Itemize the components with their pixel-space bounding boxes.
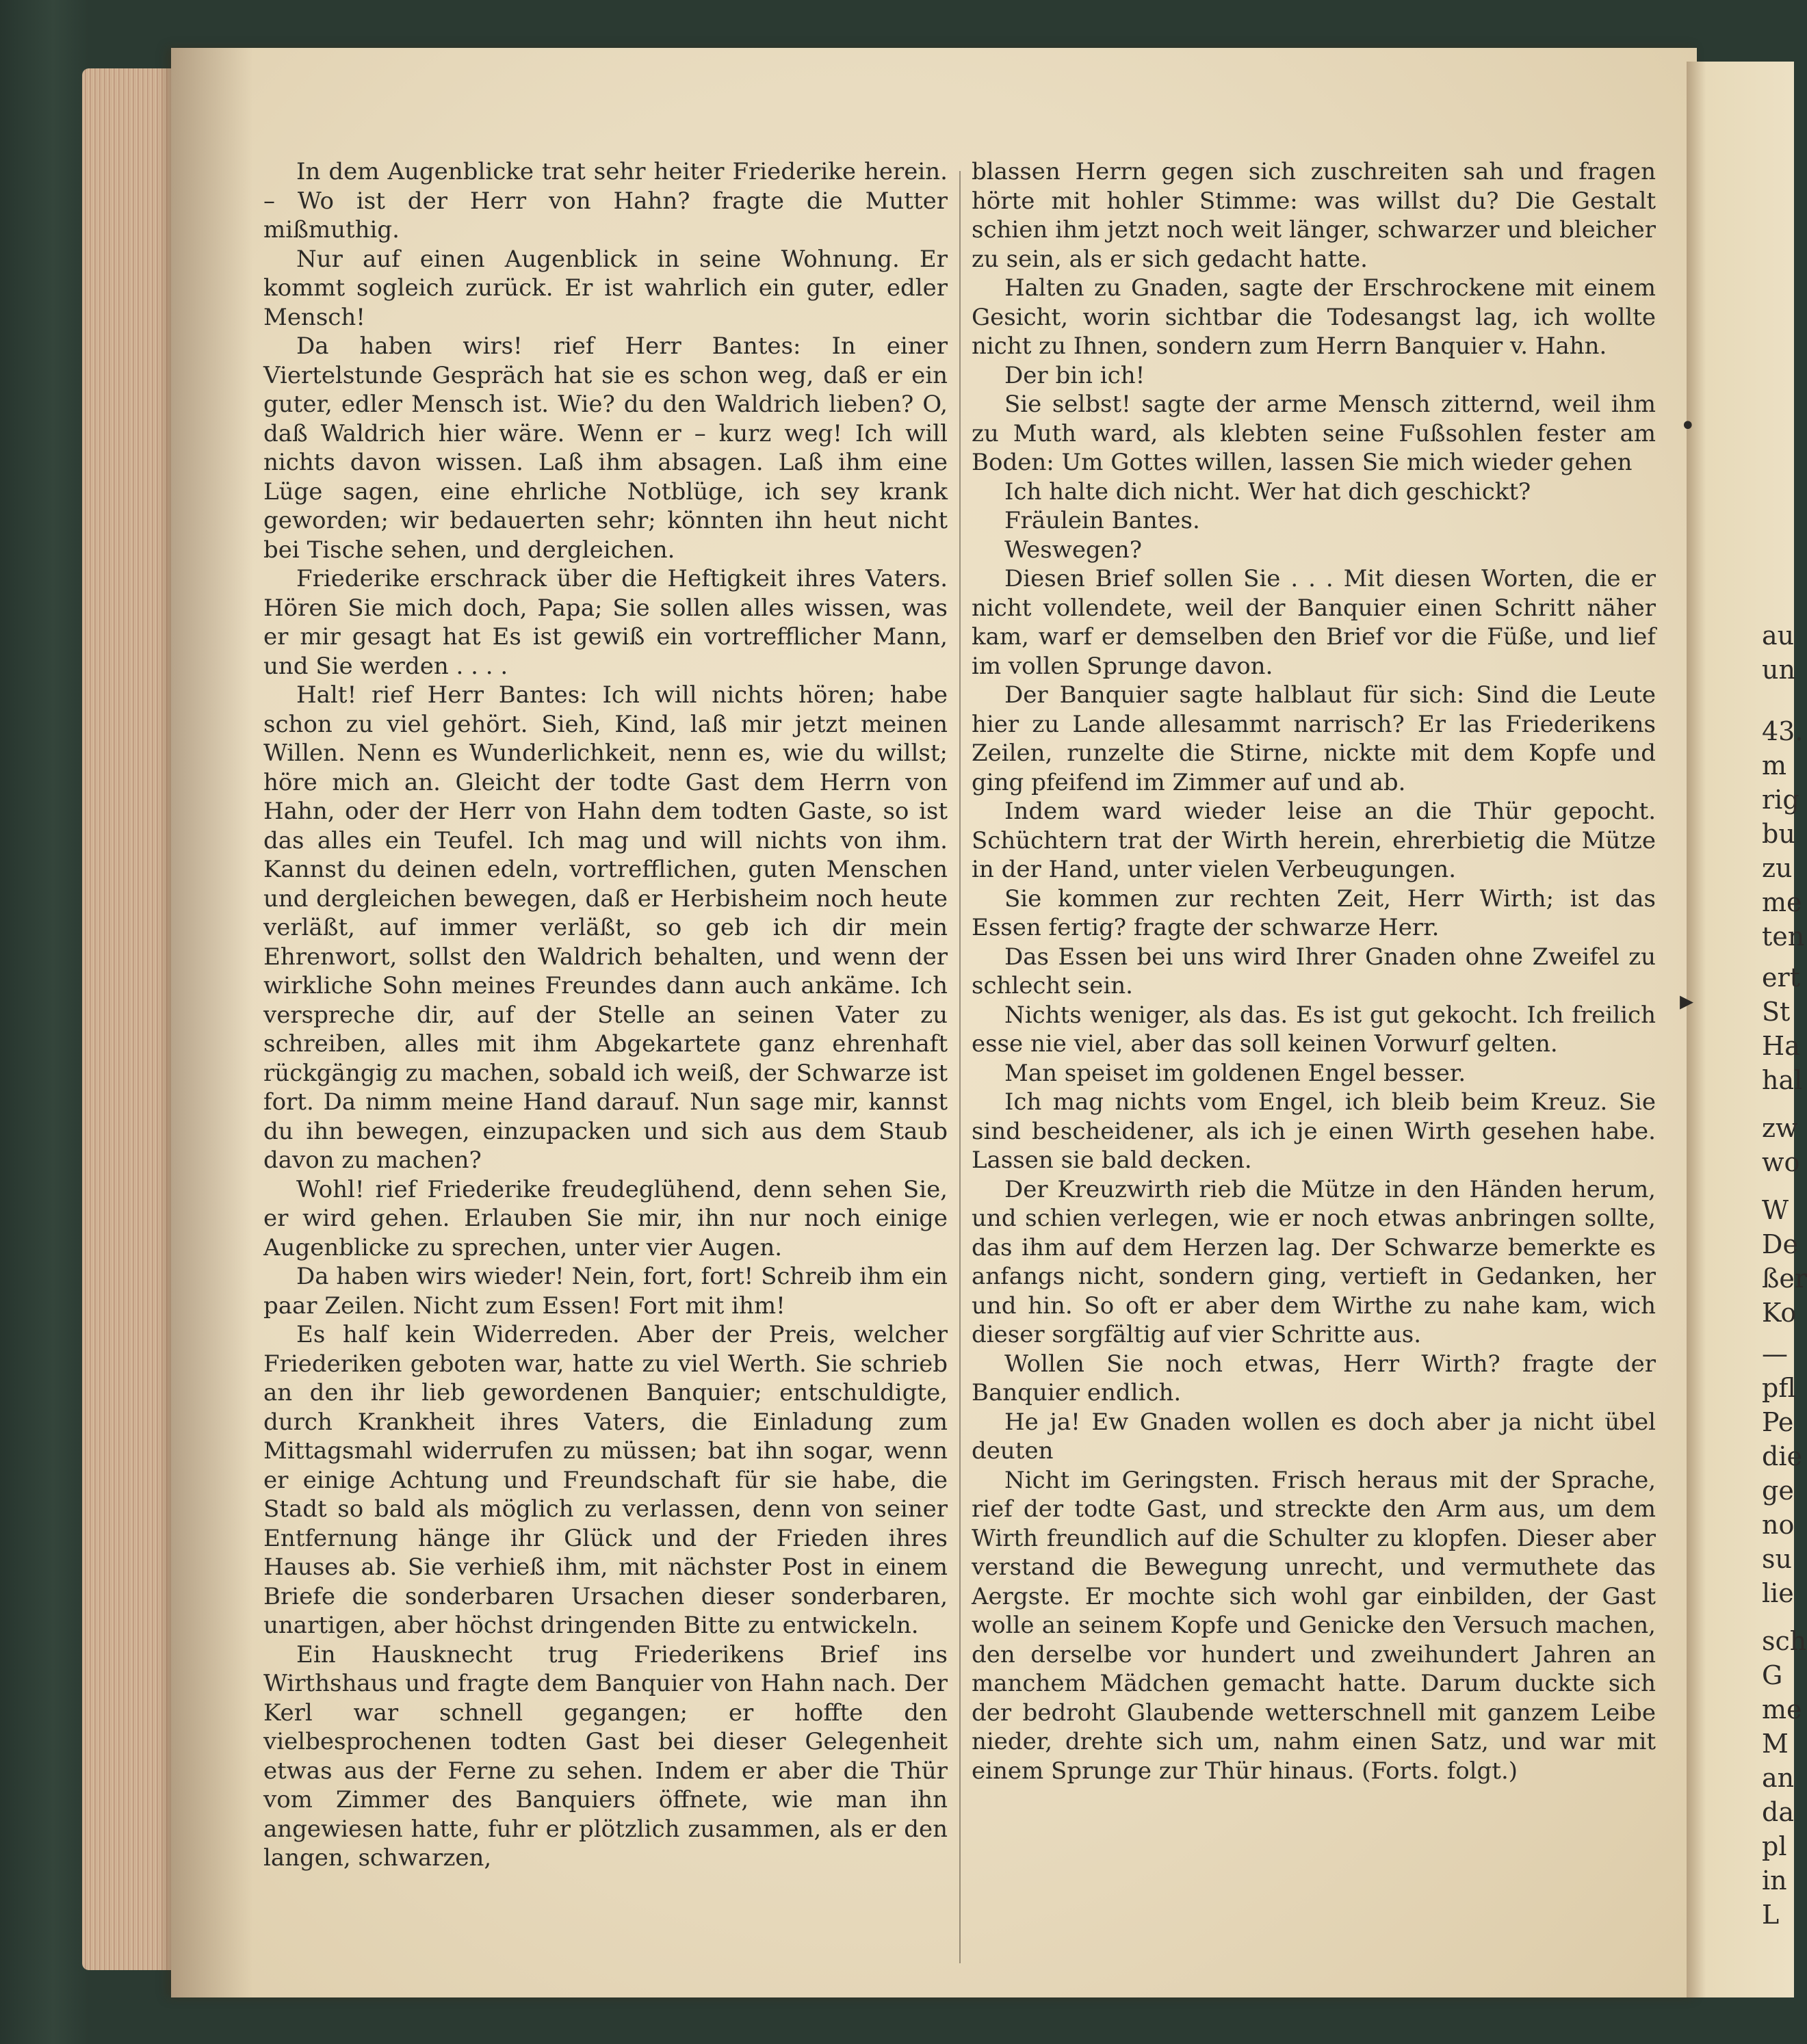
right-text-column: [972, 157, 1656, 1785]
next-page-fragment: ßer: [1762, 1263, 1807, 1294]
next-page-fragment: rig: [1762, 785, 1799, 815]
right-column-paragraph: Indem ward wieder leise an die Thür gepocht. Schüchtern trat der Wirth herein, ehrerbietig die Mütze in der Hand, unter vielen Verbeugungen.: [972, 798, 1656, 883]
left-column-paragraph: Halt! rief Herr Bantes: Ich will nichts hören; habe schon zu viel gehört. Sieh, Kind, laß mir jetzt meinen Willen. Nenn es Wunderlichkeit, nenn es, wie du willst; höre mich an. Gleicht der todte Gast dem Herrn von Hahn, oder der Herr von Hahn dem todten Gaste, so ist das alles ein Teufel. Ich mag und will nichts von ihm. Kannst du deinen edeln, vortrefflichen, guten Menschen und dergleichen bewegen, daß er Herbisheim noch heute verläßt, auf immer verläßt, so geb ich dir mein Ehrenwort, sollst den Waldrich behalten, und wenn der wirkliche Sohn meines Freundes dann auch ankäme. Ich verspreche dir, auf der Stelle an seinen Vater zu schreiben, alles mit ihm Abgekartete ganz ehrenhaft rückgängig zu machen, sobald ich weiß, der Schwarze ist fort. Da nimm meine Hand darauf. Nun sage mir, kannst du ihn bewegen, einzupacken und sich aus dem Staub davon zu machen?: [263, 681, 948, 1174]
left-column-paragraph: Friederike erschrack über die Heftigkeit ihres Vaters. Hören Sie mich doch, Papa; Sie sollen alles wissen, was er mir gesagt hat Es ist gewiß ein vortrefflicher Mann, und Sie werden . . . .: [263, 565, 948, 680]
next-page-fragment: ten: [1762, 921, 1805, 952]
right-column-paragraph: Der Kreuzwirth rieb die Mütze in den Händen herum, und schien verlegen, wie er noch etwas anbringen sollte, das ihm auf dem Herzen lag. Der Schwarze bemerkte es anfangs nicht, sondern ging, vertieft in Gedanken, her und hin. So oft er aber dem Wirthe zu nahe kam, wich dieser sorgfältig auf vier Schritte aus.: [972, 1175, 1656, 1348]
next-page-fragment: De: [1762, 1229, 1798, 1259]
next-page-fragment: da: [1762, 1797, 1794, 1827]
right-column-paragraph: Weswegen?: [1004, 536, 1142, 564]
next-page-fragment: m: [1762, 750, 1787, 781]
next-page-fragment: me: [1762, 1694, 1802, 1725]
right-column-paragraph: He ja! Ew Gnaden wollen es doch aber ja nicht übel deuten: [972, 1408, 1656, 1465]
right-column-paragraph: blassen Herrn gegen sich zuschreiten sah und fragen hörte mit hohler Stimme: was willst du? Die Gestalt schien ihm jetzt noch weit länger, schwarzer und bleicher zu sein, als er sich gedacht hatte.: [972, 158, 1656, 273]
gutter-shadow: [171, 48, 253, 1997]
next-page-fragment: no: [1762, 1510, 1795, 1540]
left-column-paragraph: Da haben wirs! rief Herr Bantes: In einer Viertelstunde Gespräch hat sie es schon weg, daß er ein guter, edler Mensch ist. Wie? du den Waldrich lieben? O, daß Waldrich hier wäre. Wenn er – kurz weg! Ich will nichts davon wissen. Laß ihm absagen. Laß ihm eine Lüge sagen, eine ehrliche Notblüge, ich sey krank geworden; wir bedauerten sehr; könnten ihn heut nicht bei Tische sehen, und dergleichen.: [263, 332, 948, 564]
next-page-fragment: wo: [1762, 1147, 1800, 1177]
next-page-fragment: 43.: [1762, 716, 1804, 746]
left-column-paragraph: Da haben wirs wieder! Nein, fort, fort! Schreib ihm ein paar Zeilen. Nicht zum Essen! Fort mit ihm!: [263, 1263, 948, 1320]
right-column-paragraph: Sie selbst! sagte der arme Mensch zitternd, weil ihm zu Muth ward, als klebten seine Fußsohlen fester am Boden: Um Gottes willen, lassen Sie mich wieder gehen: [972, 391, 1656, 476]
next-page-fragment: an: [1762, 1763, 1795, 1793]
next-page-fragment: —: [1762, 1339, 1788, 1369]
right-column-paragraph: Das Essen bei uns wird Ihrer Gnaden ohne Zweifel zu schlecht sein.: [972, 943, 1656, 999]
next-page-fragment: hal: [1762, 1065, 1803, 1095]
next-page-fragment: pfl: [1762, 1373, 1796, 1403]
left-column-paragraph: Wohl! rief Friederike freudeglühend, denn sehen Sie, er wird gehen. Erlauben Sie mir, ihn nur noch einige Augenblicke zu sprechen, unter vier Augen.: [263, 1175, 948, 1261]
next-page-fragment: zu: [1762, 853, 1793, 883]
next-page-fragment: Ha: [1762, 1031, 1800, 1061]
next-page-fragment: bu: [1762, 819, 1795, 849]
next-page-fragment: in: [1762, 1865, 1787, 1896]
right-column-paragraph: Sie kommen zur rechten Zeit, Herr Wirth; ist das Essen fertig? fragte der schwarze Herr.: [972, 885, 1656, 941]
next-page-fragment: lie: [1762, 1578, 1794, 1608]
left-column-paragraph: Nur auf einen Augenblick in seine Wohnung. Er kommt sogleich zurück. Er ist wahrlich ein guter, edler Mensch!: [263, 245, 948, 331]
left-column-paragraph: In dem Augenblicke trat sehr heiter Friederike herein. – Wo ist der Herr von Hahn? fragte die Mutter mißmuthig.: [263, 158, 948, 244]
left-text-column: [263, 157, 948, 1873]
right-column-paragraph: Der bin ich!: [1004, 361, 1145, 389]
next-page-fragment: ert: [1762, 962, 1800, 993]
right-column-paragraph: Halten zu Gnaden, sagte der Erschrockene mit einem Gesicht, worin sichtbar die Todesangst lag, ich wollte nicht zu Ihnen, sondern zum Herrn Banquier v. Hahn.: [972, 274, 1656, 360]
next-page-fragment: Ko: [1762, 1298, 1797, 1328]
right-column-paragraph: Man speiset im goldenen Engel besser.: [1004, 1059, 1466, 1087]
margin-mark: •: [1680, 410, 1696, 442]
left-column-paragraph: Ein Hausknecht trug Friederikens Brief ins Wirthshaus und fragte dem Banquier von Hahn nach. Der Kerl war schnell gegangen; er hoffte den vielbesprochenen todten Gast bei dieser Gelegenheit etwas aus der Ferne zu sehen. Indem er aber die Thür vom Zimmer des Banquiers öffnete, wie man ihn angewiesen hatte, fuhr er plötzlich zusammen, als er den langen, schwarzen,: [263, 1640, 948, 1872]
next-page-fragment: pl: [1762, 1831, 1787, 1861]
left-column-paragraph: Es half kein Widerreden. Aber der Preis, welcher Friederiken geboten war, hatte zu viel Werth. Sie schrieb an den ihr lieb gewordenen Banquier; entschuldigte, durch Krankheit ihres Vaters, die Einladung zum Mittagsmahl widerrufen zu müssen; bat ihn sogar, wenn er einige Achtung und Freundschaft für sie habe, die Stadt so bald als möglich zu verlassen, denn von seiner Entfernung hänge ihr Glück und der Frieden ihres Hauses ab. Sie verhieß ihm, mit nächster Post in einem Briefe die sonderbaren Ursachen dieser sonderbaren, unartigen, aber höchst dringenden Bitte zu entwickeln.: [263, 1321, 948, 1639]
next-page-fragment: L: [1762, 1900, 1780, 1930]
right-column-paragraph: Wollen Sie noch etwas, Herr Wirth? fragte der Banquier endlich.: [972, 1350, 1656, 1406]
column-divider: [959, 171, 961, 1963]
margin-arrow: ▸: [1680, 985, 1694, 1017]
right-column-paragraph: Nicht im Geringsten. Frisch heraus mit der Sprache, rief der todte Gast, und streckte den Arm aus, um dem Wirth freundlich auf die Schulter zu klopfen. Dieser aber verstand die Bewegung unrecht, und vermuthete das Aergste. Er mochte sich wohl gar einbilden, der Gast wolle an seinem Kopfe und Genicke den Versuch machen, den derselbe vor hundert und zweihundert Jahren an manchem Mädchen gemacht hatte. Darum duckte sich der bedroht Glaubende wetterschnell mit ganzem Leibe nieder, drehte sich um, nahm einen Satz, und war mit einem Sprunge zur Thür hinaus. (Forts. folgt.): [972, 1466, 1656, 1785]
next-page-fragment: me: [1762, 887, 1802, 917]
next-page-fragment: St: [1762, 997, 1791, 1027]
next-page-fragment: Pe: [1762, 1407, 1794, 1437]
next-page-fragment: sch: [1762, 1626, 1807, 1656]
right-column-paragraph: Nichts weniger, als das. Es ist gut gekocht. Ich freilich esse nie viel, aber das soll keinen Vorwurf gelten.: [972, 1001, 1656, 1058]
right-column-paragraph: Diesen Brief sollen Sie . . . Mit diesen Worten, die er nicht vollendete, weil der Banquier einen Schritt näher kam, warf er demselben den Brief vor die Füße, und lief im vollen Sprunge davon.: [972, 565, 1656, 680]
next-page-fragment: su: [1762, 1544, 1792, 1574]
right-column-paragraph: Ich mag nichts vom Engel, ich bleib beim Kreuz. Sie sind bescheidener, als ich je einen Wirth gesehen habe. Lassen sie bald decken.: [972, 1088, 1656, 1174]
right-column-paragraph: Der Banquier sagte halblaut für sich: Sind die Leute hier zu Lande allesammt narrisch? Er las Friederikens Zeilen, runzelte die Stirne, nickte mit dem Kopfe und ging pfeifend im Zimmer auf und ab.: [972, 681, 1656, 796]
next-page-fragment: W: [1762, 1195, 1789, 1225]
next-page-fragment: zw: [1762, 1113, 1798, 1143]
next-page-fragment: un: [1762, 655, 1795, 685]
next-page-fragment: M: [1762, 1729, 1789, 1759]
next-page-fragment: die: [1762, 1441, 1802, 1471]
next-page-fragment: G: [1762, 1660, 1783, 1690]
book-binding: [0, 0, 89, 2044]
next-page-fragment: ge: [1762, 1476, 1794, 1506]
next-page-edge: [1687, 62, 1807, 1997]
next-page-fragment: au: [1762, 620, 1795, 651]
right-column-paragraph: Fräulein Bantes.: [1004, 507, 1200, 534]
right-column-paragraph: Ich halte dich nicht. Wer hat dich geschickt?: [1004, 477, 1531, 506]
